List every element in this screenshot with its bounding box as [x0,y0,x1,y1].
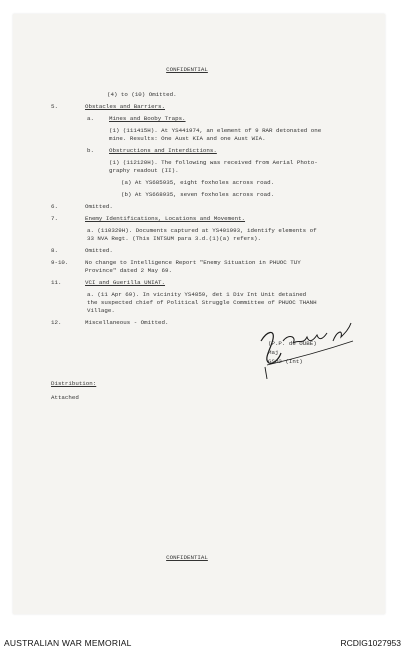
body-line: Province" dated 2 May 69. [85,267,172,274]
body-line: (a) At YS685935, eight foxholes across road. [121,179,275,186]
document-page [13,14,385,614]
line-omitted-4-10: (4) to (10) Omitted. [107,91,177,98]
archive-reference: RCDIG1027953 [340,638,401,648]
archive-name: AUSTRALIAN WAR MEMORIAL [4,638,132,648]
body-line: Omitted. [85,203,113,210]
subpara-letter: a. [87,115,94,122]
section-heading: Obstacles and Barriers. [85,103,166,110]
signatory-rank: Maj [268,349,279,356]
subpara-letter: b. [87,147,94,154]
para-number: 8. [51,247,58,254]
para-number: 12. [51,319,62,326]
header-classification: CONFIDENTIAL [166,66,208,73]
distribution-value: Attached [51,394,79,401]
body-line: mine. Results: One Aust KIA and one Aust WIA. [109,135,266,142]
body-line: (1) (112120H). The following was received from Aerial Photo- [109,159,318,166]
para-number: 11. [51,279,62,286]
footer-classification: CONFIDENTIAL [166,554,208,561]
body-line: a. (11 Apr 69). In vicinity YS4859, det 1 Div Int Unit detained [87,291,307,298]
body-line: Omitted. [85,247,113,254]
body-line: a. (110329H). Documents captured at YS401993, identify elements of [87,227,317,234]
signatory-name: (P.P. de OUBE) [268,340,317,347]
body-line: 33 NVA Regt. (This INTSUM para 3.d.(1)(a) refers). [87,235,261,242]
body-line: the suspected chief of Political Struggle Committee of PHUOC THANH [87,299,317,306]
signatory-appointment: GSO2 (Int) [268,358,303,365]
subpara-heading: Obstructions and Interdictions. [109,147,217,154]
body-line: (b) At YS668935, seven foxholes across road. [121,191,275,198]
subpara-heading: Mines and Booby Traps. [109,115,186,122]
para-number: 9-10. [51,259,69,266]
section-heading: VCI and Guerilla UNIAT. [85,279,166,286]
para-number: 6. [51,203,58,210]
body-line: No change to Intelligence Report "Enemy Situation in PHUOC TUY [85,259,301,266]
archive-footer [0,632,405,653]
distribution-label: Distribution: [51,380,97,387]
body-line: Miscellaneous - Omitted. [85,319,169,326]
para-number: 5. [51,103,58,110]
body-line: Village. [87,307,115,314]
body-line: (1) (111415H). At YS441974, an element of 9 RAR detonated one [109,127,322,134]
para-number: 7. [51,215,58,222]
body-line: graphy readout (II). [109,167,179,174]
section-heading: Enemy Identifications, Locations and Movement. [85,215,246,222]
